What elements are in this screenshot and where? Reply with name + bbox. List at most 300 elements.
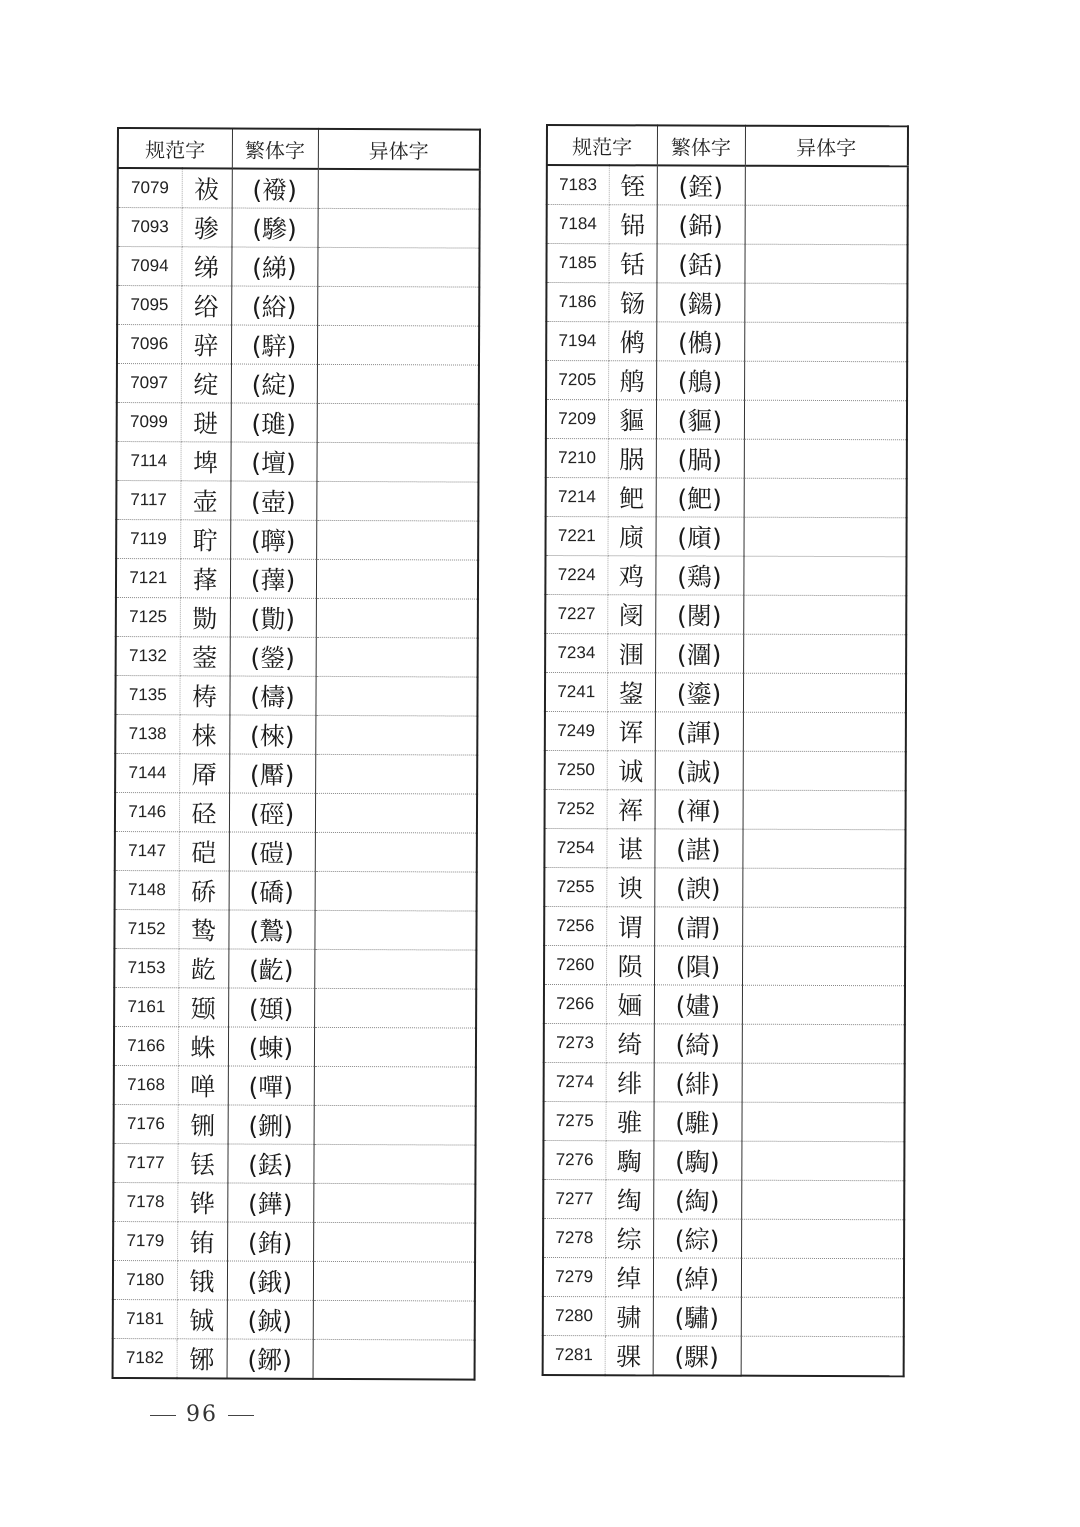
standard-char: 绯 (606, 1063, 654, 1102)
variant-char (316, 598, 478, 638)
table-row (545, 673, 906, 713)
traditional-char: (棶) (229, 715, 315, 754)
standard-char: 铕 (177, 1222, 227, 1261)
traditional-char: (貙) (656, 400, 744, 439)
entry-number: 7255 (544, 867, 606, 906)
variant-char (314, 1066, 476, 1106)
standard-char: 貙 (608, 400, 656, 439)
entry-number: 7221 (545, 517, 607, 556)
traditional-char: (鏵) (227, 1183, 313, 1222)
table-row (544, 828, 905, 868)
entry-number: 7176 (114, 1104, 178, 1143)
table-row (543, 1101, 904, 1141)
standard-char: 铥 (177, 1144, 227, 1183)
entry-number: 7093 (117, 208, 181, 247)
traditional-char: (勩) (230, 598, 316, 637)
table-body-right (543, 165, 908, 1376)
entry-number: 7147 (115, 831, 179, 870)
table-row (114, 1065, 476, 1106)
entry-number: 7138 (115, 714, 179, 753)
entry-number: 7254 (544, 828, 606, 867)
entry-number: 7275 (543, 1101, 605, 1140)
variant-char (317, 364, 479, 404)
traditional-char: (閿) (655, 595, 743, 634)
variant-char (744, 322, 907, 362)
traditional-char: (鎣) (230, 637, 316, 676)
variant-char (742, 907, 905, 947)
traditional-char: (廎) (655, 517, 743, 556)
variant-char (743, 595, 906, 635)
table-row (115, 870, 477, 911)
standard-char: 铖 (177, 1300, 227, 1339)
page-footer (140, 1402, 264, 1427)
standard-char: 陨 (606, 946, 654, 985)
variant-char (315, 676, 477, 716)
table-row (113, 1182, 475, 1223)
standard-char: 硚 (179, 871, 229, 910)
traditional-char: (驂) (231, 208, 317, 247)
table-row (545, 750, 906, 790)
traditional-char: (磑) (229, 832, 315, 871)
standard-char: 蛛 (178, 1027, 228, 1066)
traditional-char: (鋨) (227, 1261, 313, 1300)
traditional-char: (鋣) (227, 1339, 313, 1379)
standard-char: 啴 (178, 1066, 228, 1105)
entry-number: 7152 (114, 909, 178, 948)
traditional-char: (騍) (653, 1336, 741, 1376)
standard-char: 脶 (608, 439, 656, 478)
variant-char (744, 400, 907, 440)
entry-number: 7252 (545, 789, 607, 828)
table-row (117, 247, 479, 288)
traditional-char: (礄) (229, 871, 315, 910)
standard-char: 蓥 (180, 637, 230, 676)
dash-right (228, 1415, 254, 1416)
entry-number: 7146 (115, 792, 179, 831)
entry-number: 7121 (116, 559, 180, 598)
table-header-row (547, 125, 908, 166)
entry-number: 7166 (114, 1026, 178, 1065)
variant-char (744, 439, 907, 479)
variant-char (741, 1297, 904, 1337)
header-standard: 规范字 (547, 125, 657, 165)
traditional-char: (壇) (230, 442, 316, 481)
traditional-char: (綈) (231, 247, 317, 286)
variant-char (743, 556, 906, 596)
standard-char: 婳 (606, 985, 654, 1024)
entry-number: 7209 (546, 400, 608, 439)
variant-char (314, 988, 476, 1028)
table-row (113, 1143, 475, 1184)
standard-char: 绮 (606, 1024, 654, 1063)
traditional-char: (鐋) (656, 283, 744, 322)
table-row (544, 906, 905, 946)
table-row (544, 1062, 905, 1102)
variant-char (742, 829, 905, 869)
table-row (545, 517, 906, 557)
entry-number: 7227 (545, 595, 607, 634)
variant-char (314, 949, 476, 989)
traditional-char: (綌) (231, 286, 317, 325)
table-row (114, 909, 476, 950)
table-row (543, 1179, 904, 1219)
standard-char: 锇 (177, 1261, 227, 1300)
traditional-char: (驌) (653, 1297, 741, 1336)
entry-number: 7194 (546, 322, 608, 361)
variant-char (741, 1102, 904, 1142)
standard-char: 诨 (607, 712, 655, 751)
traditional-char: (謂) (654, 907, 742, 946)
entry-number: 7266 (544, 984, 606, 1023)
table-row (114, 948, 476, 989)
traditional-char: (綯) (653, 1180, 741, 1219)
table-row (546, 400, 907, 440)
variant-char (314, 910, 476, 950)
standard-char: 硁 (179, 793, 229, 832)
entry-number: 7182 (113, 1338, 177, 1378)
variant-char (745, 166, 908, 206)
traditional-char: (䰾) (656, 478, 744, 517)
table-row (116, 520, 478, 561)
traditional-char: (鉶) (228, 1105, 314, 1144)
table-row (544, 945, 905, 985)
entry-number: 7125 (116, 597, 180, 636)
entry-number: 7119 (116, 520, 180, 559)
traditional-char: (綻) (231, 364, 317, 403)
table-row (544, 984, 905, 1024)
standard-char: 埤 (180, 442, 230, 481)
table-row (115, 714, 477, 755)
variant-char (316, 637, 478, 677)
table-body-left (113, 168, 480, 1380)
traditional-char: (騅) (653, 1102, 741, 1141)
character-table-right (542, 124, 909, 1377)
variant-char (316, 559, 478, 599)
entry-number: 7181 (113, 1299, 177, 1338)
entry-number: 7214 (546, 478, 608, 517)
traditional-char: (銍) (657, 165, 745, 205)
traditional-char: (檮) (229, 676, 315, 715)
dash-left (150, 1415, 176, 1416)
standard-char: 鸺 (608, 322, 656, 361)
table-row (544, 867, 905, 907)
standard-char: 鋆 (607, 673, 655, 712)
variant-char (743, 517, 906, 557)
header-variant: 异体字 (318, 129, 480, 170)
standard-char: 颋 (178, 988, 228, 1027)
entry-number: 7224 (545, 556, 607, 595)
table-row (545, 634, 906, 674)
traditional-char: (硜) (229, 793, 315, 832)
variant-char (743, 673, 906, 713)
standard-char: 铚 (609, 165, 657, 205)
standard-char: 骍 (181, 325, 231, 364)
standard-char: 诚 (607, 751, 655, 790)
page-number: 96 (186, 1402, 218, 1427)
table-row (117, 364, 479, 405)
variant-char (318, 169, 480, 209)
entry-number: 7177 (113, 1143, 177, 1182)
table-row (546, 439, 907, 479)
entry-number: 7179 (113, 1221, 177, 1260)
table-row (117, 325, 479, 366)
traditional-char: (騂) (231, 325, 317, 364)
variant-char (317, 325, 479, 365)
traditional-char: (鵃) (656, 361, 744, 400)
character-table-left (112, 127, 481, 1381)
standard-char: 骖 (181, 208, 231, 247)
variant-char (743, 634, 906, 674)
table-header-row (118, 128, 480, 170)
variant-char (313, 1222, 475, 1262)
traditional-char: (緋) (654, 1063, 742, 1102)
entry-number: 7241 (545, 673, 607, 712)
variant-char (316, 520, 478, 560)
standard-char: 骓 (605, 1102, 653, 1141)
standard-char: 壶 (180, 481, 230, 520)
standard-char: 综 (605, 1219, 653, 1258)
variant-char (315, 871, 477, 911)
variant-char (315, 832, 477, 872)
table-row (117, 286, 479, 327)
standard-char: 铞 (609, 205, 657, 244)
table-row (115, 753, 477, 794)
traditional-char: (綽) (653, 1258, 741, 1297)
variant-char (741, 1258, 904, 1298)
standard-char: 谓 (606, 907, 654, 946)
table-row (117, 403, 479, 444)
standard-char: 厣 (179, 754, 229, 793)
variant-char (317, 247, 479, 287)
entry-number: 7186 (546, 283, 608, 322)
traditional-char: (銱) (657, 205, 745, 244)
entry-number: 7114 (116, 442, 180, 481)
variant-char (313, 1261, 475, 1301)
entry-number: 7276 (543, 1140, 605, 1179)
table-row (545, 556, 906, 596)
entry-number: 7079 (118, 168, 182, 208)
standard-char: 铴 (608, 283, 656, 322)
entry-number: 7260 (544, 945, 606, 984)
variant-char (314, 1027, 476, 1067)
table-row (116, 636, 478, 677)
entry-number: 7132 (116, 636, 180, 675)
entry-number: 7185 (546, 244, 608, 283)
variant-char (742, 1024, 905, 1064)
variant-char (745, 205, 908, 245)
table-row (113, 1299, 475, 1340)
standard-char: 勚 (180, 598, 230, 637)
entry-number: 7148 (115, 870, 179, 909)
standard-char: 騊 (605, 1141, 653, 1180)
entry-number: 7274 (544, 1062, 606, 1101)
traditional-char: (綜) (653, 1219, 741, 1258)
traditional-char: (銪) (227, 1222, 313, 1261)
table-row (545, 711, 906, 751)
standard-char: 绨 (181, 247, 231, 286)
table-row (543, 1218, 904, 1258)
entry-number: 7094 (117, 247, 181, 286)
variant-char (744, 283, 907, 323)
table-row (546, 361, 907, 401)
traditional-char: (諛) (654, 868, 742, 907)
entry-number: 7280 (543, 1296, 605, 1335)
entry-number: 7249 (545, 711, 607, 750)
entry-number: 7183 (547, 165, 609, 205)
table-row (114, 987, 476, 1028)
traditional-char: (襏) (232, 169, 318, 209)
table-row (115, 792, 477, 833)
entry-number: 7180 (113, 1260, 177, 1299)
table-row (114, 1026, 476, 1067)
variant-char (741, 1141, 904, 1181)
standard-char: 祓 (182, 168, 232, 208)
traditional-char: (齕) (228, 949, 314, 988)
variant-char (741, 1219, 904, 1259)
entry-number: 7279 (543, 1257, 605, 1296)
table-row (116, 481, 478, 522)
table-row (546, 244, 907, 284)
traditional-char: (鷙) (228, 910, 314, 949)
traditional-char: (鎏) (655, 673, 743, 712)
variant-char (741, 1336, 904, 1376)
variant-char (742, 1063, 905, 1103)
standard-char: 鸼 (608, 361, 656, 400)
entry-number: 7250 (545, 750, 607, 789)
traditional-char: (腡) (656, 439, 744, 478)
table-row (545, 595, 906, 635)
variant-char (741, 1180, 904, 1220)
traditional-char: (蘀) (230, 559, 316, 598)
table-row (543, 1296, 904, 1336)
table-row (118, 168, 480, 209)
header-traditional: 繁体字 (232, 129, 318, 169)
table-row (115, 831, 477, 872)
standard-char: 鸷 (178, 910, 228, 949)
entry-number: 7153 (114, 948, 178, 987)
entry-number: 7281 (543, 1335, 605, 1375)
standard-char: 谀 (606, 868, 654, 907)
traditional-char: (鋮) (227, 1300, 313, 1339)
entry-number: 7135 (115, 675, 179, 714)
table-row (116, 559, 478, 600)
variant-char (742, 946, 905, 986)
table-row (114, 1104, 476, 1145)
variant-char (742, 868, 905, 908)
entry-number: 7234 (545, 634, 607, 673)
variant-char (743, 790, 906, 830)
entry-number: 7144 (115, 753, 179, 792)
traditional-char: (諶) (654, 829, 742, 868)
entry-number: 7210 (546, 439, 608, 478)
traditional-char: (聹) (230, 520, 316, 559)
traditional-char: (褌) (655, 790, 743, 829)
table-row (543, 1140, 904, 1180)
header-traditional: 繁体字 (657, 125, 745, 165)
table-row (117, 208, 479, 249)
table-row (543, 1335, 904, 1376)
standard-char: 铧 (177, 1183, 227, 1222)
standard-char: 聍 (180, 520, 230, 559)
traditional-char: (嫿) (654, 985, 742, 1024)
entry-number: 7273 (544, 1023, 606, 1062)
traditional-char: (諢) (655, 712, 743, 751)
entry-number: 7184 (547, 205, 609, 244)
entry-number: 7161 (114, 987, 178, 1026)
table-row (116, 597, 478, 638)
variant-char (315, 715, 477, 755)
traditional-char: (鵂) (656, 322, 744, 361)
standard-char: 铏 (178, 1105, 228, 1144)
table-row (116, 442, 478, 483)
standard-char: 骕 (605, 1297, 653, 1336)
variant-char (744, 244, 907, 284)
variant-char (744, 478, 907, 518)
standard-char: 龁 (178, 949, 228, 988)
table-row (115, 675, 477, 716)
standard-char: 绰 (605, 1258, 653, 1297)
table-row (545, 789, 906, 829)
standard-char: 梾 (179, 715, 229, 754)
header-variant: 异体字 (745, 126, 908, 167)
traditional-char: (誠) (655, 751, 743, 790)
table-row (546, 478, 907, 518)
standard-char: 萚 (180, 559, 230, 598)
standard-char: 骒 (605, 1336, 653, 1376)
standard-char: 硙 (179, 832, 229, 871)
entry-number: 7096 (117, 325, 181, 364)
entry-number: 7278 (543, 1218, 605, 1257)
standard-char: 鲃 (608, 478, 656, 517)
entry-number: 7117 (116, 481, 180, 520)
standard-char: 裈 (607, 790, 655, 829)
variant-char (314, 1105, 476, 1145)
variant-char (316, 442, 478, 482)
standard-char: 阌 (607, 595, 655, 634)
standard-char: 铦 (608, 244, 656, 283)
standard-char: 绤 (181, 286, 231, 325)
standard-char: 涠 (607, 634, 655, 673)
entry-number: 7277 (543, 1179, 605, 1218)
traditional-char: (蝀) (228, 1027, 314, 1066)
table-row (546, 322, 907, 362)
header-standard: 规范字 (118, 128, 232, 168)
standard-char: 琎 (181, 403, 231, 442)
entry-number: 7099 (117, 403, 181, 442)
table-row (113, 1221, 475, 1262)
traditional-char: (銩) (227, 1144, 313, 1183)
table-row (547, 165, 908, 206)
standard-char: 谌 (606, 829, 654, 868)
entry-number: 7095 (117, 286, 181, 325)
variant-char (313, 1144, 475, 1184)
table-row (546, 283, 907, 323)
traditional-char: (綺) (654, 1024, 742, 1063)
variant-char (313, 1339, 475, 1379)
standard-char: 庼 (607, 517, 655, 556)
traditional-char: (頲) (228, 988, 314, 1027)
table-row (113, 1260, 475, 1301)
entry-number: 7168 (114, 1065, 178, 1104)
entry-number: 7097 (117, 364, 181, 403)
entry-number: 7205 (546, 361, 608, 400)
table-row (113, 1338, 475, 1379)
variant-char (744, 361, 907, 401)
variant-char (742, 985, 905, 1025)
standard-char: 绽 (181, 364, 231, 403)
traditional-char: (隕) (654, 946, 742, 985)
entry-number: 7178 (113, 1182, 177, 1221)
